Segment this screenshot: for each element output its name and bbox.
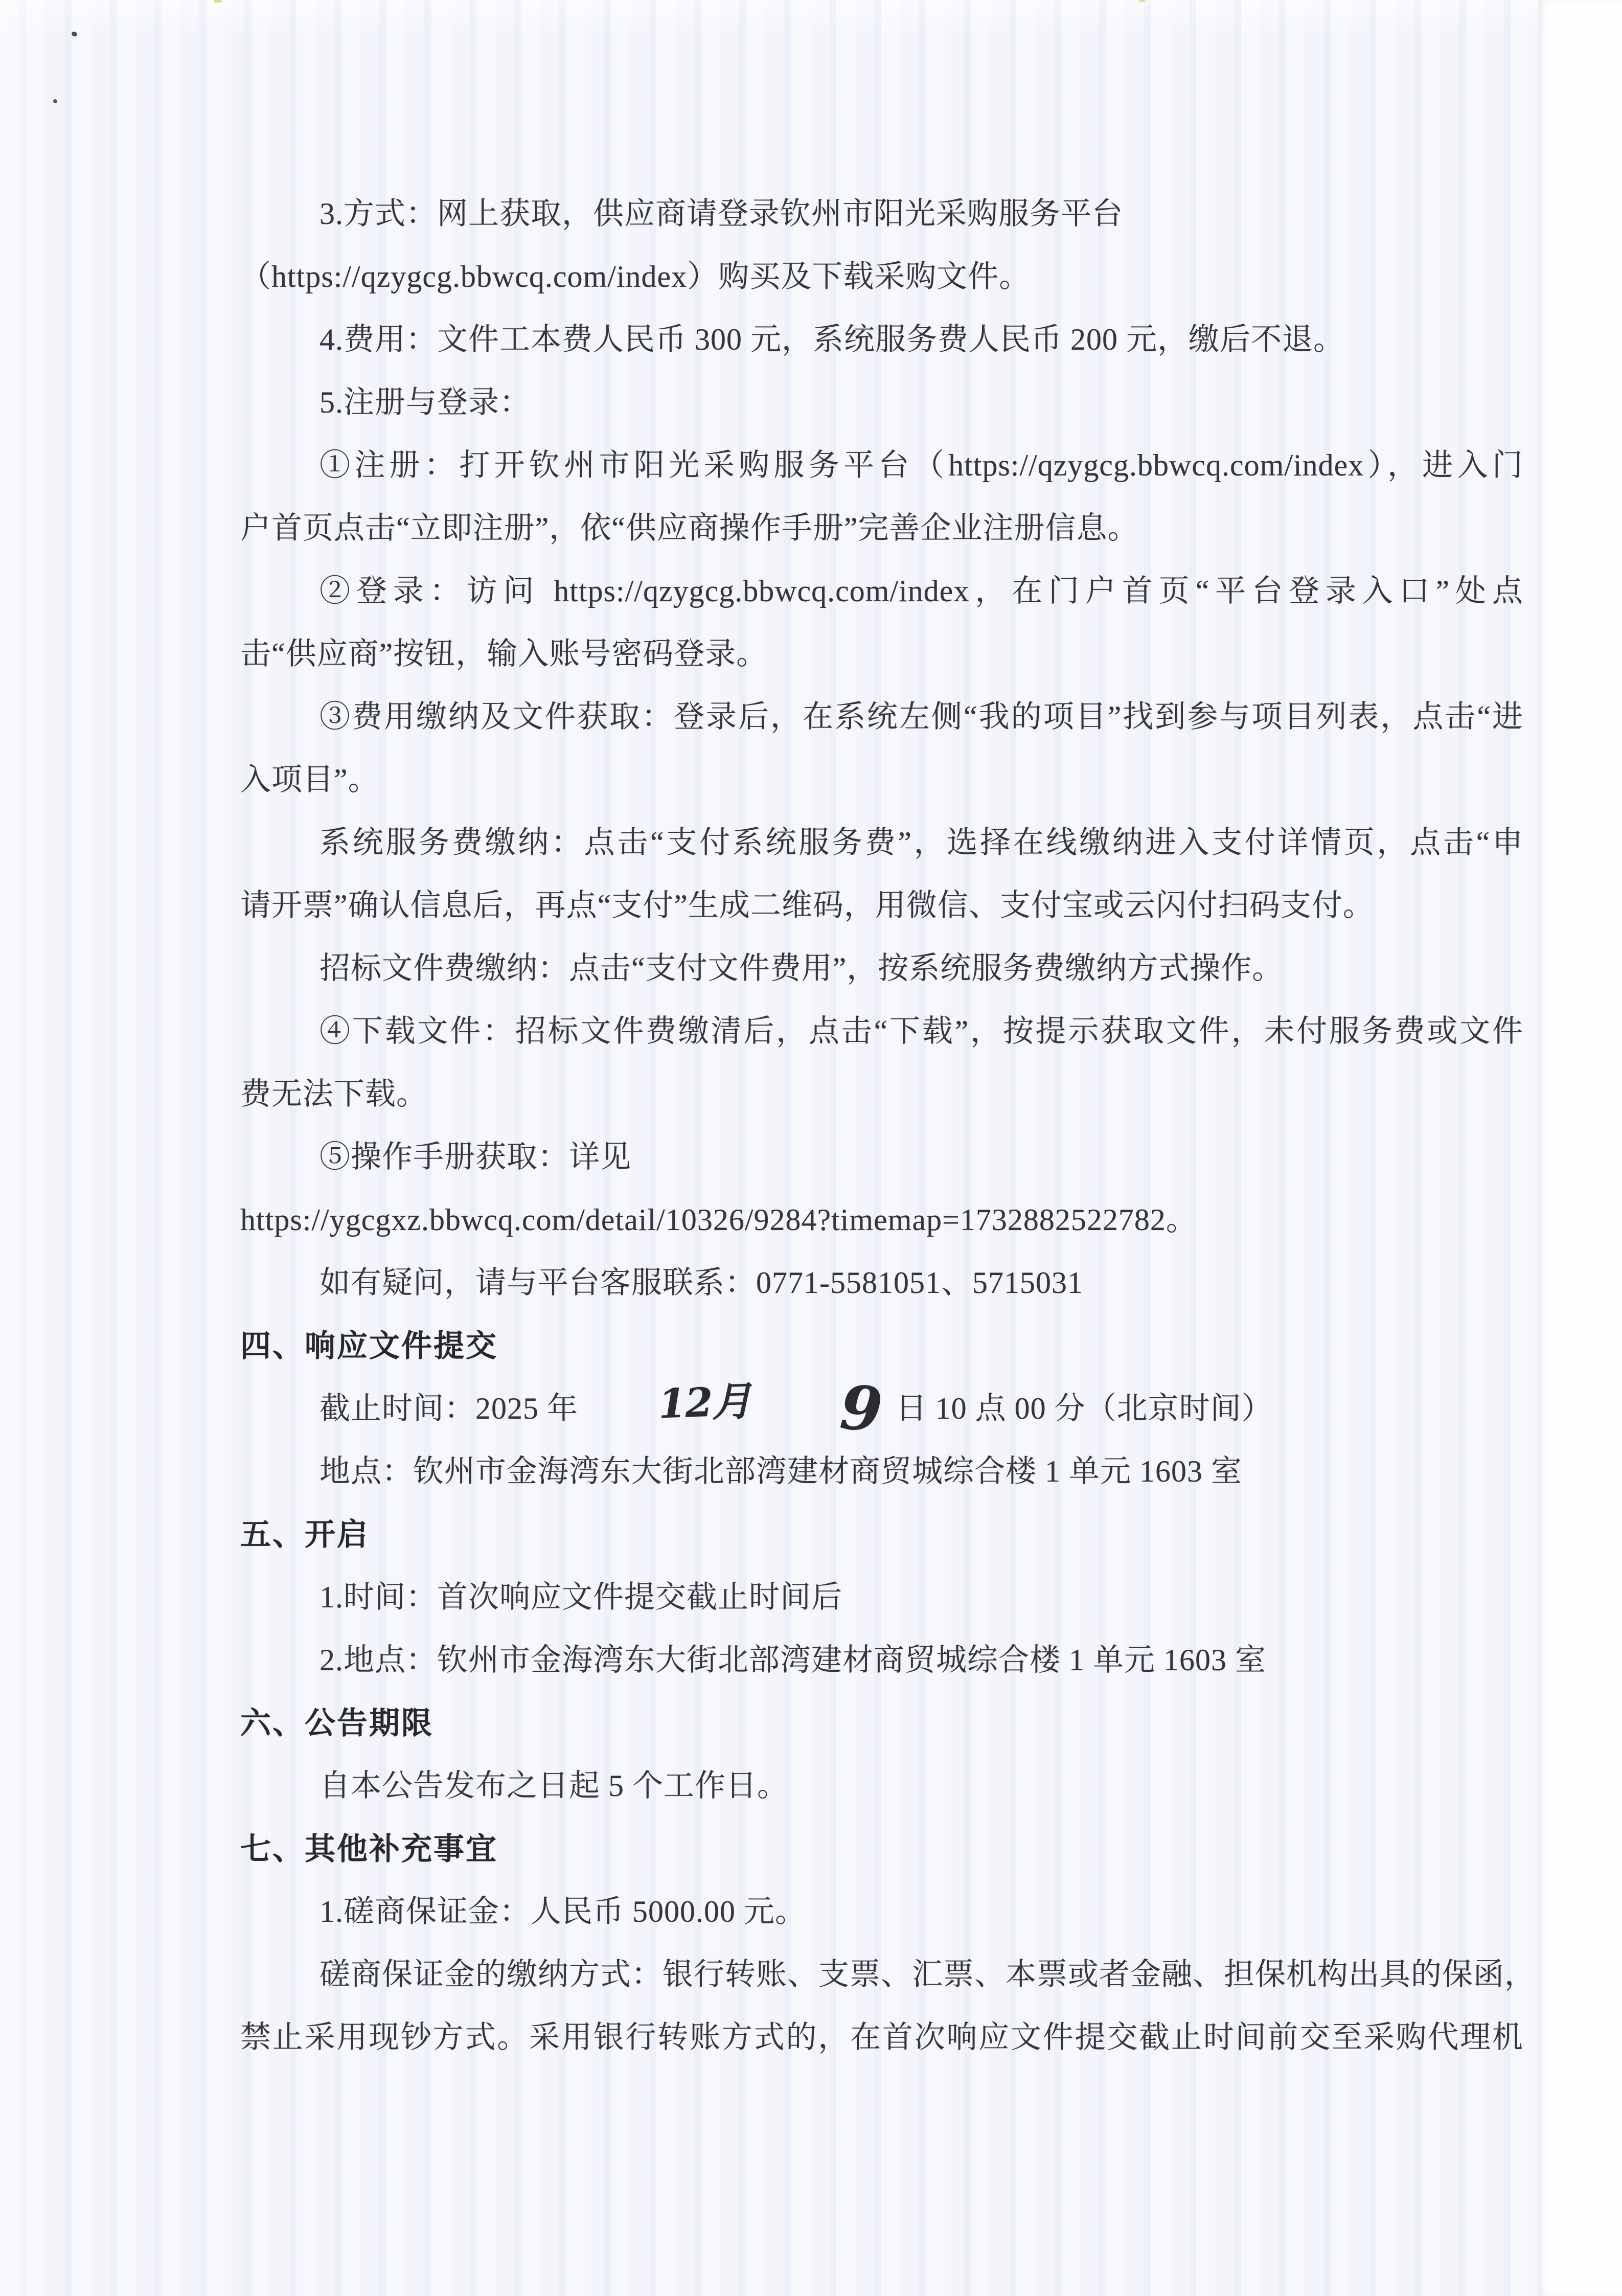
dust-speck	[71, 31, 78, 37]
doc-line: 费无法下载。	[240, 1077, 427, 1111]
doc-line: 系统服务费缴纳：点击“支付系统服务费”，选择在线缴纳进入支付详情页，点击“申	[319, 826, 1523, 859]
doc-line: ④下载文件：招标文件费缴清后，点击“下载”，按提示获取文件，未付服务费或文件	[319, 1014, 1523, 1048]
printed-text: 日 10 点 00 分（北京时间）	[896, 1392, 1273, 1425]
doc-line: ②登录：访问 https://qzygcg.bbwcq.com/index，在门户首页“平台登录入口”处点	[319, 574, 1523, 608]
doc-line: https://ygcgxz.bbwcq.com/detail/10326/9284?timemap=1732882522782。	[240, 1203, 1197, 1237]
doc-line: 1.时间：首次响应文件提交截止时间后	[319, 1580, 842, 1614]
printed-text: 截止时间：2025 年	[319, 1392, 578, 1425]
doc-line: （https://qzygcg.bbwcq.com/index）购买及下载采购文件。	[240, 260, 1031, 293]
doc-line: 2.地点：钦州市金海湾东大街北部湾建材商贸城综合楼 1 单元 1603 室	[319, 1643, 1266, 1677]
doc-line: 如有疑问，请与平台客服联系：0771-5581051、5715031	[319, 1266, 1083, 1300]
doc-line: 磋商保证金的缴纳方式：银行转账、支票、汇票、本票或者金融、担保机构出具的保函，	[319, 1958, 1536, 1991]
doc-line: ①注册：打开钦州市阳光采购服务平台（https://qzygcg.bbwcq.com/index），进入门	[319, 448, 1523, 482]
doc-line: 地点：钦州市金海湾东大街北部湾建材商贸城综合楼 1 单元 1603 室	[319, 1454, 1242, 1488]
scanner-background	[1539, 0, 1622, 2296]
dust-speck	[53, 99, 57, 103]
doc-line: 入项目”。	[240, 763, 379, 797]
doc-line: 5.注册与登录：	[319, 385, 531, 419]
doc-line: 禁止采用现钞方式。采用银行转账方式的，在首次响应文件提交截止时间前交至采购代理机	[240, 2020, 1523, 2054]
section-heading: 五、开启	[240, 1517, 369, 1552]
section-heading: 四、响应文件提交	[240, 1329, 498, 1363]
doc-line: 招标文件费缴纳：点击“支付文件费用”，按系统服务费缴纳方式操作。	[319, 951, 1284, 985]
doc-line: 击“供应商”按钮，输入账号密码登录。	[240, 637, 768, 671]
handwritten-text: 9	[837, 1371, 885, 1446]
doc-line: ③费用缴纳及文件获取：登录后，在系统左侧“我的项目”找到参与项目列表，点击“进	[319, 700, 1523, 734]
doc-line: 请开票”确认信息后，再点“支付”生成二维码，用微信、支付宝或云闪付扫码支付。	[240, 889, 1374, 922]
dust-speck	[1139, 0, 1145, 2]
doc-line: 4.费用：文件工本费人民币 300 元，系统服务费人民币 200 元，缴后不退。	[319, 323, 1344, 356]
doc-line: ⑤操作手册获取：详见	[319, 1140, 631, 1174]
doc-line: 3.方式：网上获取，供应商请登录钦州市阳光采购服务平台	[319, 197, 1123, 231]
section-heading: 七、其他补充事宜	[240, 1832, 498, 1866]
section-heading: 六、公告期限	[240, 1706, 433, 1740]
doc-line: 自本公告发布之日起 5 个工作日。	[319, 1769, 788, 1803]
doc-line: 1.磋商保证金：人民币 5000.00 元。	[319, 1895, 806, 1928]
paper-left-light-band	[0, 0, 44, 2296]
dust-speck	[214, 0, 222, 3]
handwritten-text: 12月	[657, 1378, 752, 1428]
document-body	[240, 183, 1536, 2069]
doc-line	[240, 1371, 1523, 1446]
doc-line: 户首页点击“立即注册”，依“供应商操作手册”完善企业注册信息。	[240, 511, 1139, 545]
